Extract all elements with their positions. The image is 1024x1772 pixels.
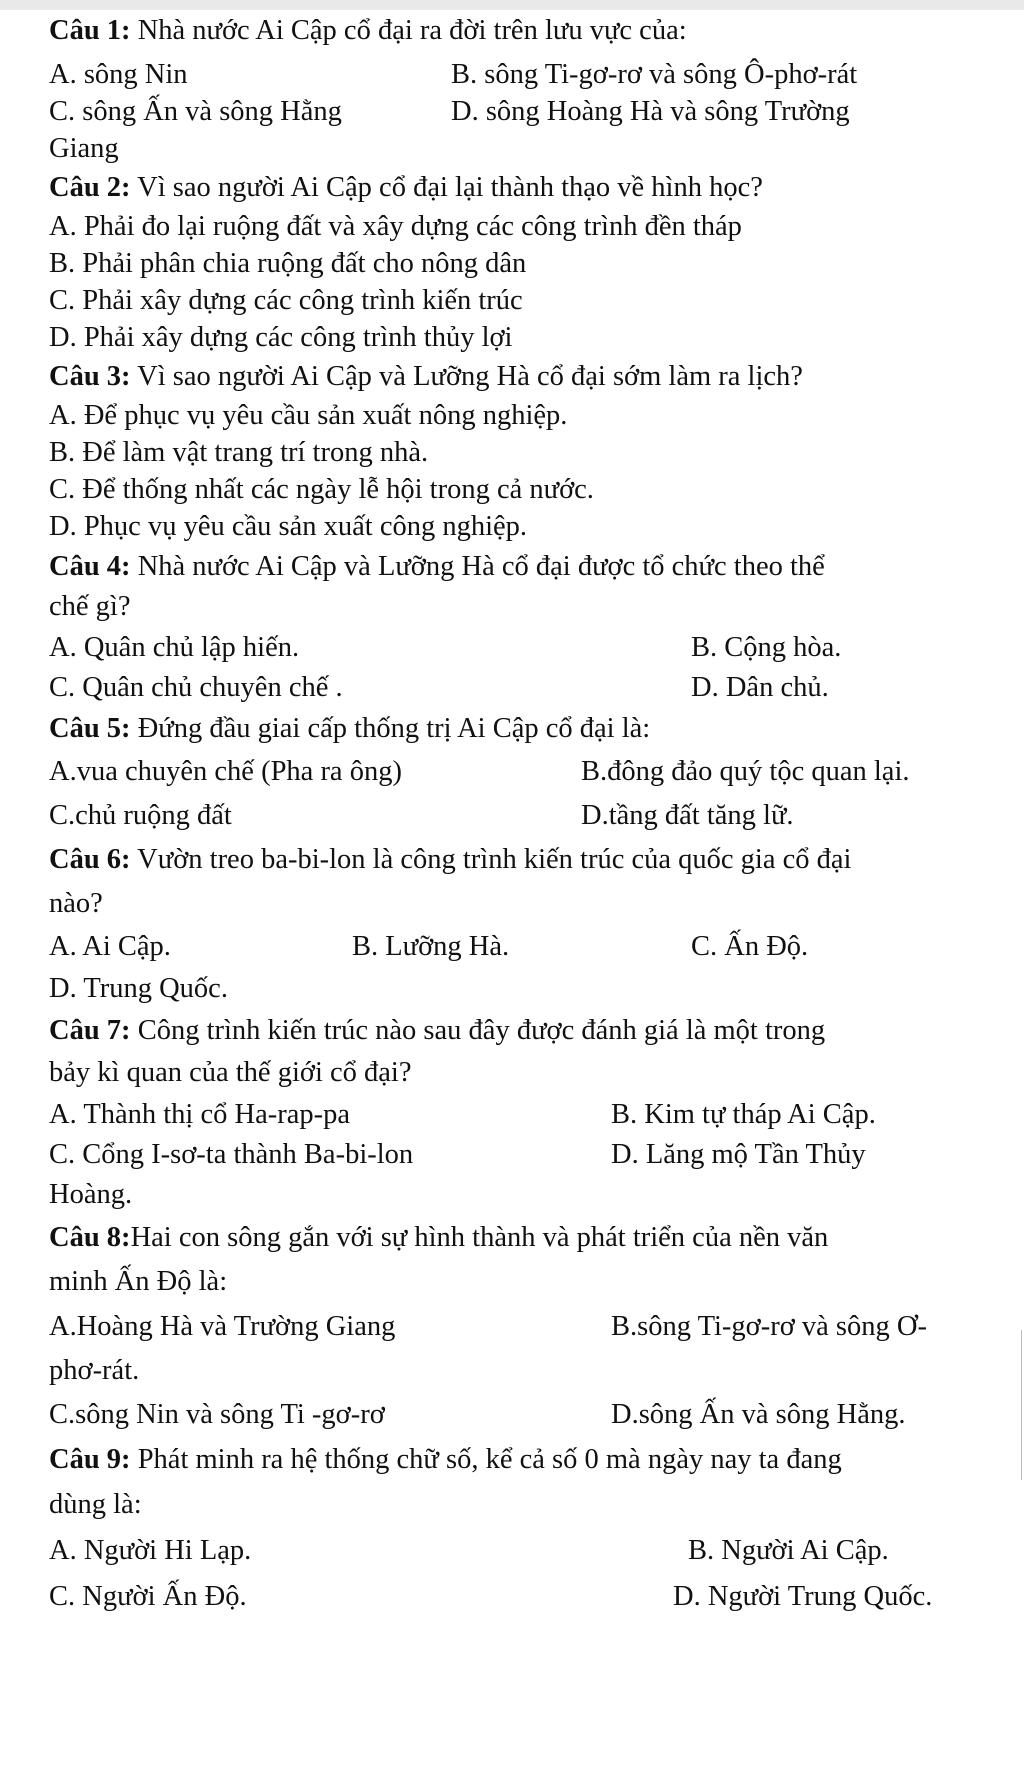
question-7-option-a: A. Thành thị cổ Ha-rap-pa bbox=[49, 1099, 350, 1130]
question-9-stem-cont: dùng là: bbox=[49, 1489, 142, 1520]
question-3-option-c: C. Để thống nhất các ngày lễ hội trong cả nước. bbox=[49, 474, 594, 505]
question-4-option-d: D. Dân chủ. bbox=[691, 672, 829, 703]
question-3-text: Vì sao người Ai Cập và Lưỡng Hà cổ đại sớm làm ra lịch? bbox=[130, 361, 803, 392]
question-5-option-b: B.đông đảo quý tộc quan lại. bbox=[581, 756, 910, 787]
question-2-stem bbox=[49, 174, 763, 203]
question-4-option-c: C. Quân chủ chuyên chế . bbox=[49, 672, 343, 703]
question-1-stem bbox=[49, 17, 687, 46]
question-6-option-c: C. Ấn Độ. bbox=[691, 931, 809, 962]
question-3-option-d: D. Phục vụ yêu cầu sản xuất công nghiệp. bbox=[49, 511, 528, 542]
question-4-stem-cont: chế gì? bbox=[49, 591, 131, 622]
question-8-option-d: D.sông Ấn và sông Hằng. bbox=[611, 1399, 906, 1430]
question-8-option-b: B.sông Ti-gơ-rơ và sông Ơ- bbox=[611, 1311, 927, 1342]
question-7-option-d: D. Lăng mộ Tần Thủy bbox=[611, 1139, 866, 1170]
question-3-stem bbox=[49, 363, 803, 392]
question-7-option-c: C. Cổng I-sơ-ta thành Ba-bi-lon bbox=[49, 1139, 414, 1170]
question-8-label: Câu 8: bbox=[49, 1222, 131, 1253]
question-5-option-a: A.vua chuyên chế (Pha ra ông) bbox=[49, 756, 402, 787]
question-5-label: Câu 5: bbox=[49, 713, 131, 744]
question-8-text: Hai con sông gắn với sự hình thành và phát triển của nền văn bbox=[130, 1222, 829, 1253]
question-7-option-b: B. Kim tự tháp Ai Cập. bbox=[611, 1099, 876, 1130]
question-3-label: Câu 3: bbox=[49, 361, 131, 392]
question-2-label: Câu 2: bbox=[49, 172, 131, 203]
question-9-text: Phát minh ra hệ thống chữ số, kể cả số 0 mà ngày nay ta đang bbox=[130, 1444, 842, 1475]
question-9-option-a: A. Người Hi Lạp. bbox=[49, 1535, 252, 1566]
question-1-option-d: D. sông Hoàng Hà và sông Trường bbox=[451, 96, 850, 127]
question-7-stem bbox=[49, 1017, 825, 1046]
question-6-option-a: A. Ai Cập. bbox=[49, 931, 171, 962]
question-2-option-c: C. Phải xây dựng các công trình kiến trúc bbox=[49, 285, 523, 316]
question-9-option-b: B. Người Ai Cập. bbox=[688, 1535, 889, 1566]
question-1-option-a: A. sông Nin bbox=[49, 59, 188, 90]
question-4-text: Nhà nước Ai Cập và Lưỡng Hà cổ đại được tổ chức theo thể bbox=[130, 551, 825, 582]
question-4-label: Câu 4: bbox=[49, 551, 131, 582]
question-5-text: Đứng đầu giai cấp thống trị Ai Cập cổ đại là: bbox=[130, 713, 651, 744]
question-3-option-a: A. Để phục vụ yêu cầu sản xuất nông nghiệp. bbox=[49, 400, 568, 431]
question-6-text: Vườn treo ba-bi-lon là công trình kiến trúc của quốc gia cổ đại bbox=[130, 844, 852, 875]
question-5-option-d: D.tầng đất tăng lữ. bbox=[581, 800, 794, 831]
question-9-option-c: C. Người Ấn Độ. bbox=[49, 1581, 247, 1612]
question-1-label: Câu 1: bbox=[49, 15, 131, 46]
question-2-option-b: B. Phải phân chia ruộng đất cho nông dân bbox=[49, 248, 527, 279]
question-1-option-c: C. sông Ấn và sông Hằng bbox=[49, 96, 342, 127]
question-5-option-c: C.chủ ruộng đất bbox=[49, 800, 232, 831]
question-9-stem bbox=[49, 1446, 842, 1475]
question-2-option-d: D. Phải xây dựng các công trình thủy lợi bbox=[49, 322, 513, 353]
question-7-stem-cont: bảy kì quan của thế giới cổ đại? bbox=[49, 1057, 412, 1088]
question-5-stem bbox=[49, 715, 650, 744]
question-3-option-b: B. Để làm vật trang trí trong nhà. bbox=[49, 437, 429, 468]
question-8-option-c: C.sông Nin và sông Ti -gơ-rơ bbox=[49, 1399, 385, 1430]
question-8-stem-cont: minh Ấn Độ là: bbox=[49, 1266, 228, 1297]
question-8-stem bbox=[49, 1224, 828, 1253]
question-7-text: Công trình kiến trúc nào sau đây được đánh giá là một trong bbox=[130, 1015, 826, 1046]
question-4-stem bbox=[49, 553, 825, 582]
question-6-option-b: B. Lưỡng Hà. bbox=[352, 931, 510, 962]
question-6-stem-cont: nào? bbox=[49, 888, 103, 919]
question-2-text: Vì sao người Ai Cập cổ đại lại thành thạo về hình học? bbox=[130, 172, 763, 203]
question-7-option-d-cont: Hoàng. bbox=[49, 1179, 133, 1210]
question-4-option-b: B. Cộng hòa. bbox=[691, 632, 842, 663]
question-8-option-a: A.Hoàng Hà và Trường Giang bbox=[49, 1311, 396, 1342]
question-1-option-d-cont: Giang bbox=[49, 133, 119, 164]
question-9-label: Câu 9: bbox=[49, 1444, 131, 1475]
question-1-option-b: B. sông Ti-gơ-rơ và sông Ô-phơ-rát bbox=[451, 59, 858, 90]
question-2-option-a: A. Phải đo lại ruộng đất và xây dựng các công trình đền tháp bbox=[49, 211, 742, 242]
question-6-option-d: D. Trung Quốc. bbox=[49, 973, 228, 1004]
question-6-stem bbox=[49, 846, 851, 875]
question-8-option-b-cont: phơ-rát. bbox=[49, 1355, 140, 1386]
question-7-label: Câu 7: bbox=[49, 1015, 131, 1046]
question-6-label: Câu 6: bbox=[49, 844, 131, 875]
question-9-option-d: D. Người Trung Quốc. bbox=[673, 1581, 933, 1612]
question-1-text: Nhà nước Ai Cập cổ đại ra đời trên lưu vực của: bbox=[130, 15, 687, 46]
edge-mark bbox=[1021, 1330, 1022, 1480]
question-4-option-a: A. Quân chủ lập hiến. bbox=[49, 632, 300, 663]
